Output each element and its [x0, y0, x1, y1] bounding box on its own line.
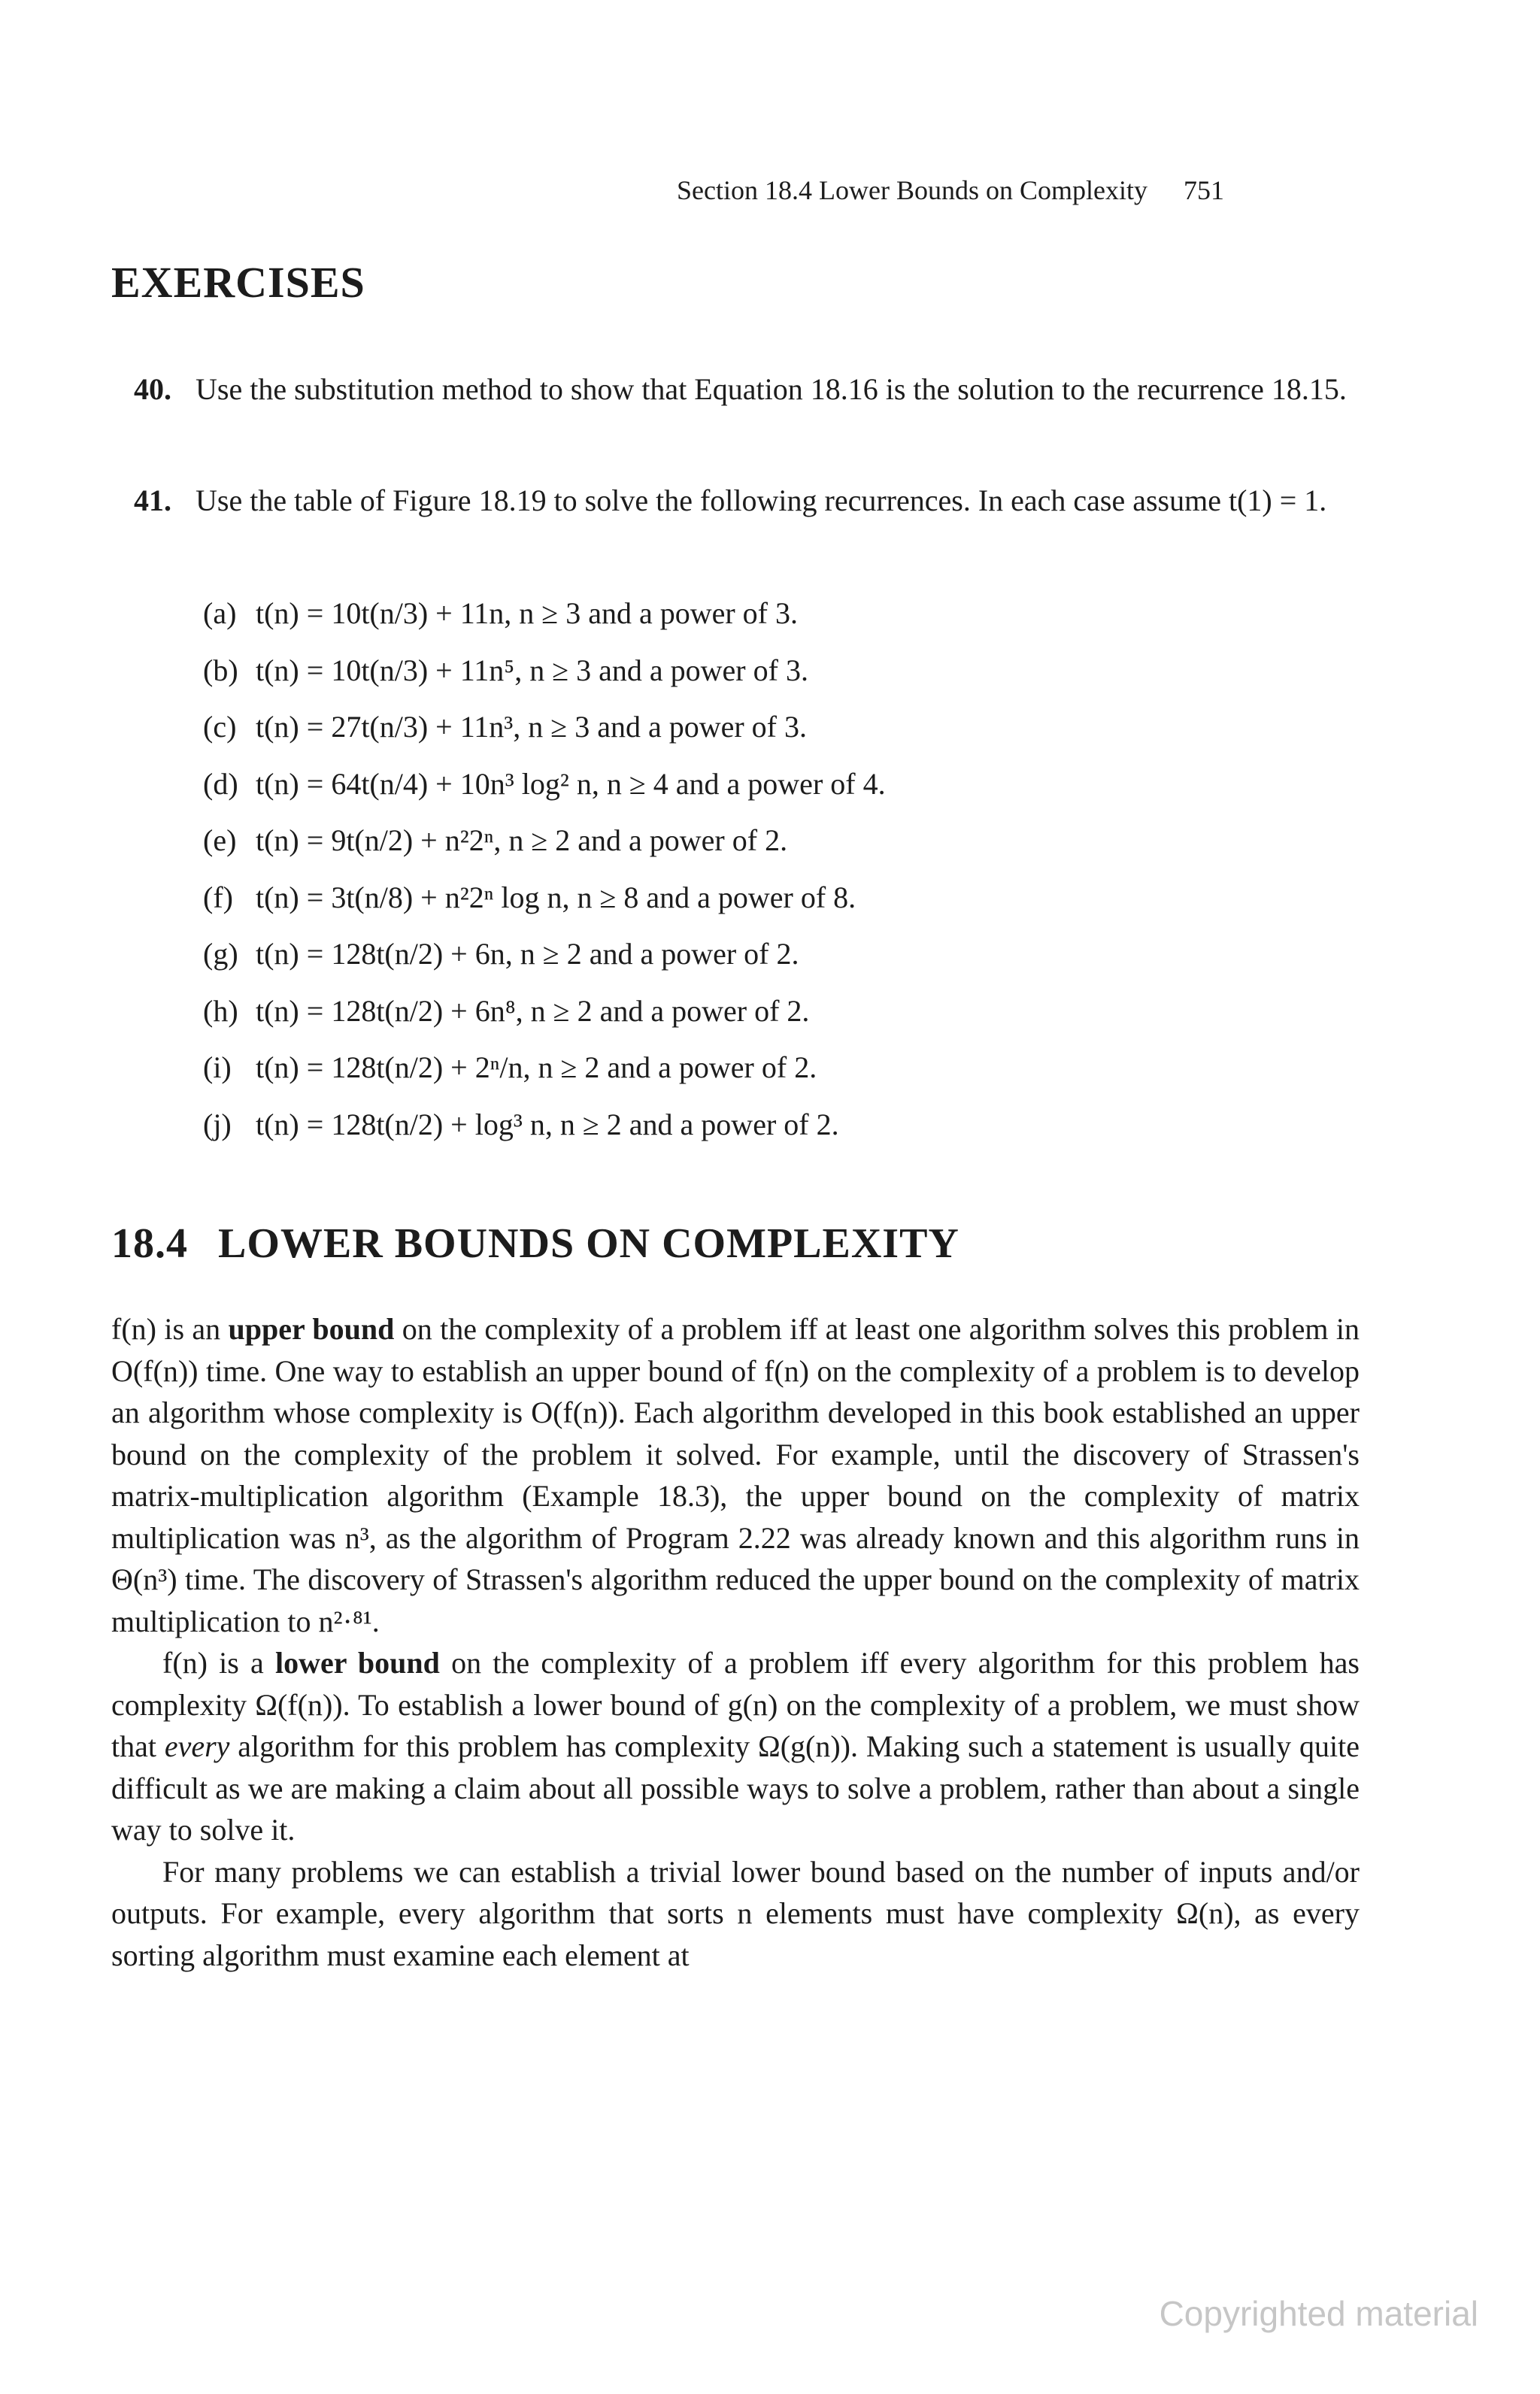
subpart-text: t(n) = 3t(n/8) + n²2ⁿ log n, n ≥ 8 and a power of 8.	[256, 880, 856, 914]
paragraph-trivial-bound	[111, 1851, 1360, 1977]
term-upper-bound: upper bound	[228, 1312, 395, 1346]
subpart-text: t(n) = 10t(n/3) + 11n, n ≥ 3 and a power of 3.	[256, 596, 798, 630]
subpart-i	[203, 1047, 1331, 1104]
page-number: 751	[1183, 175, 1224, 205]
subpart-label: (e)	[203, 823, 237, 857]
exercise-number: 40.	[134, 372, 171, 406]
subpart-label: (j)	[203, 1107, 232, 1141]
paragraph-upper-bound	[111, 1308, 1360, 1642]
text-run: f(n) is a	[162, 1646, 275, 1680]
subpart-text: t(n) = 64t(n/4) + 10n³ log² n, n ≥ 4 and a power of 4.	[256, 766, 886, 801]
subpart-f	[203, 877, 1331, 934]
exercise-number: 41.	[134, 483, 171, 517]
exercise-41-subparts	[203, 592, 1331, 1160]
subpart-label: (i)	[203, 1050, 232, 1084]
exercise-text: Use the table of Figure 18.19 to solve the following recurrences. In each case assume t(1) = 1.	[196, 483, 1327, 517]
subpart-b	[203, 650, 1331, 707]
subpart-label: (h)	[203, 993, 238, 1028]
exercise-40	[134, 368, 1367, 411]
subpart-text: t(n) = 128t(n/2) + log³ n, n ≥ 2 and a power of 2.	[256, 1107, 839, 1141]
subpart-g	[203, 933, 1331, 990]
section-number: 18.4	[111, 1220, 188, 1267]
subpart-e	[203, 820, 1331, 877]
exercise-text: Use the substitution method to show that Equation 18.16 is the solution to the recurrence 18.15.	[196, 372, 1347, 406]
subpart-label: (f)	[203, 880, 233, 914]
text-run: on the complexity of a problem iff every algorithm for this problem has complexity Ω(f(n)). To establish a lower bound of g(n) on the complexity of a problem, we must show that	[111, 1646, 1360, 1763]
text-run: on the complexity of a problem iff at least one algorithm solves this problem in O(f(n)) time. One way to establish an upper bound of f(n) on the complexity of a problem is to develop an algorithm whose complexity is O(f(n)). Each algorithm developed in this book established an upper bound on the complexity of the problem it solved. For example, until the discovery of Strassen's matrix-multiplication algorithm (Example 18.3), the upper bound on the complexity of matrix multiplication was n³, as the algorithm of Program 2.22 was already known and this algorithm runs in Θ(n³) time. The discovery of Strassen's algorithm reduced the upper bound on the complexity of matrix multiplication to n²·⁸¹.	[111, 1312, 1360, 1638]
running-title: Section 18.4 Lower Bounds on Complexity	[677, 175, 1147, 205]
running-header	[677, 174, 1354, 206]
text-run: For many problems we can establish a trivial lower bound based on the number of inputs and/or outputs. For example, every algorithm that sorts n elements must have complexity Ω(n), as every sorting algorithm must examine each element at	[111, 1854, 1360, 1972]
subpart-c	[203, 706, 1331, 763]
paragraph-lower-bound	[111, 1642, 1360, 1851]
exercises-title: EXERCISES	[111, 258, 365, 307]
subpart-d	[203, 763, 1331, 820]
exercise-41	[134, 480, 1367, 522]
emphasis-every: every	[164, 1729, 230, 1763]
subpart-text: t(n) = 128t(n/2) + 2ⁿ/n, n ≥ 2 and a power of 2.	[256, 1050, 817, 1084]
subpart-a	[203, 592, 1331, 650]
subpart-text: t(n) = 27t(n/3) + 11n³, n ≥ 3 and a power of 3.	[256, 710, 807, 744]
text-run: f(n) is an	[111, 1312, 229, 1346]
subpart-label: (c)	[203, 710, 237, 744]
section-body	[111, 1308, 1360, 1976]
subpart-h	[203, 990, 1331, 1047]
subpart-label: (a)	[203, 596, 237, 630]
copyright-watermark: Copyrighted material	[1159, 2294, 1478, 2333]
term-lower-bound: lower bound	[274, 1646, 440, 1680]
subpart-text: t(n) = 10t(n/3) + 11n⁵, n ≥ 3 and a power of 3.	[256, 653, 808, 687]
subpart-label: (d)	[203, 766, 238, 801]
subpart-text: t(n) = 128t(n/2) + 6n⁸, n ≥ 2 and a power of 2.	[256, 993, 810, 1028]
subpart-j	[203, 1104, 1331, 1161]
subpart-text: t(n) = 128t(n/2) + 6n, n ≥ 2 and a power of 2.	[256, 937, 799, 971]
subpart-label: (g)	[203, 937, 238, 971]
section-title: LOWER BOUNDS ON COMPLEXITY	[218, 1220, 959, 1267]
text-run: algorithm for this problem has complexity Ω(g(n)). Making such a statement is usually quite difficult as we are making a claim about all possible ways to solve a problem, rather than about a single way to solve it.	[111, 1729, 1360, 1847]
section-heading	[111, 1220, 959, 1268]
subpart-label: (b)	[203, 653, 238, 687]
subpart-text: t(n) = 9t(n/2) + n²2ⁿ, n ≥ 2 and a power of 2.	[256, 823, 788, 857]
